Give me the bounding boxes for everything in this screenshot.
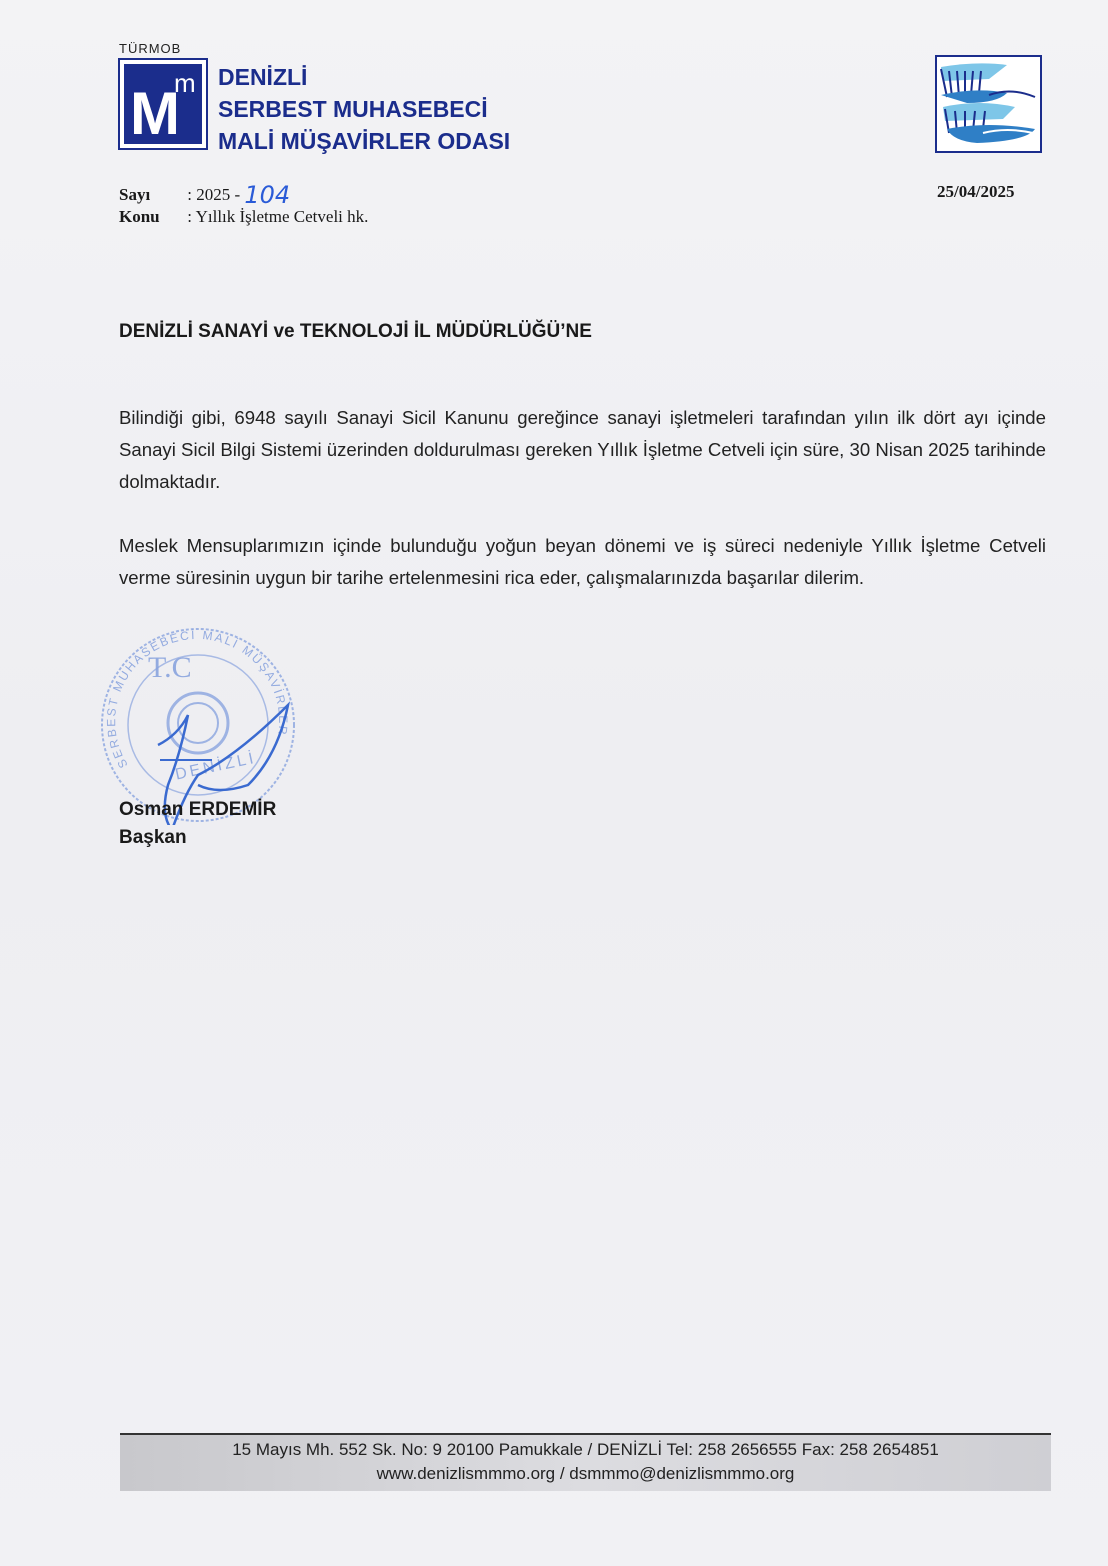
footer-web: www.denizlismmmo.org / dsmmmo@denizlismmmo.org: [376, 1464, 795, 1483]
travertine-terraces-icon: [937, 57, 1040, 151]
sayi-label: Sayı: [119, 185, 151, 204]
stamp-seal-icon: [88, 625, 308, 825]
signatory-title: Başkan: [119, 827, 187, 848]
recipient-heading: DENİZLİ SANAYİ ve TEKNOLOJİ İL MÜDÜRLÜĞÜ’NE: [119, 321, 592, 342]
signatory-name: Osman ERDEMİR: [119, 799, 277, 820]
stamp-city-text: DENİZLİ: [173, 749, 258, 784]
logo-mark: [124, 64, 202, 147]
official-stamp: [88, 625, 308, 825]
handwritten-number: 104: [244, 181, 291, 209]
logo-small-letter: m: [174, 68, 196, 98]
konu-label: Konu: [119, 207, 160, 226]
body-paragraph-1: Bilindiği gibi, 6948 sayılı Sanayi Sicil Kanunu gereğince sanayi işletmeleri tarafından yılın ilk dört ayı içinde Sanayi Sicil Bilgi Sistemi üzerinden doldurulması gereken Yıllık İşletme Cetveli için süre, 30 Nisan 2025 tarihinde dolmaktadır.: [119, 407, 1046, 492]
body-paragraph-2: Meslek Mensuplarımızın içinde bulunduğu yoğun beyan dönemi ve iş süreci nedeniyle Yıllık İşletme Cetveli verme süresinin uygun bir tarihe ertelenmesini rica eder, çalışmalarınızda başarılar dilerim.: [119, 535, 1046, 588]
letter-date: 25/04/2025: [937, 182, 1015, 201]
svg-text:SERBEST MUHASEBECİ MALİ MÜŞAVİ: [88, 625, 290, 771]
letter-footer: [120, 1433, 1051, 1491]
umbrella-org-label: TÜRMOB: [119, 41, 182, 56]
org-name-line-3: MALİ MÜŞAVİRLER ODASI: [218, 128, 511, 154]
sayi-value: : 2025 -: [187, 185, 241, 204]
letter-meta: [119, 181, 368, 228]
konu-value: : Yıllık İşletme Cetveli hk.: [187, 207, 369, 226]
footer-address: 15 Mayıs Mh. 552 Sk. No: 9 20100 Pamukkale / DENİZLİ Tel: 258 2656555 Fax: 258 2654851: [232, 1440, 939, 1459]
stamp-top-text: T.C: [148, 651, 192, 684]
org-name-line-2: SERBEST MUHASEBECİ: [218, 96, 488, 122]
org-logo: [118, 58, 208, 150]
org-name-line-1: DENİZLİ: [218, 64, 308, 90]
konu-row: [119, 206, 368, 228]
logo-big-letter: M: [130, 80, 180, 147]
signatory: [119, 796, 276, 852]
pamukkale-emblem: [935, 55, 1042, 153]
stamp-ring-text: SERBEST MUHASEBECİ MALİ MÜŞAVİRLER: [104, 627, 291, 771]
org-name: [218, 61, 510, 157]
sayi-row: [119, 181, 368, 209]
